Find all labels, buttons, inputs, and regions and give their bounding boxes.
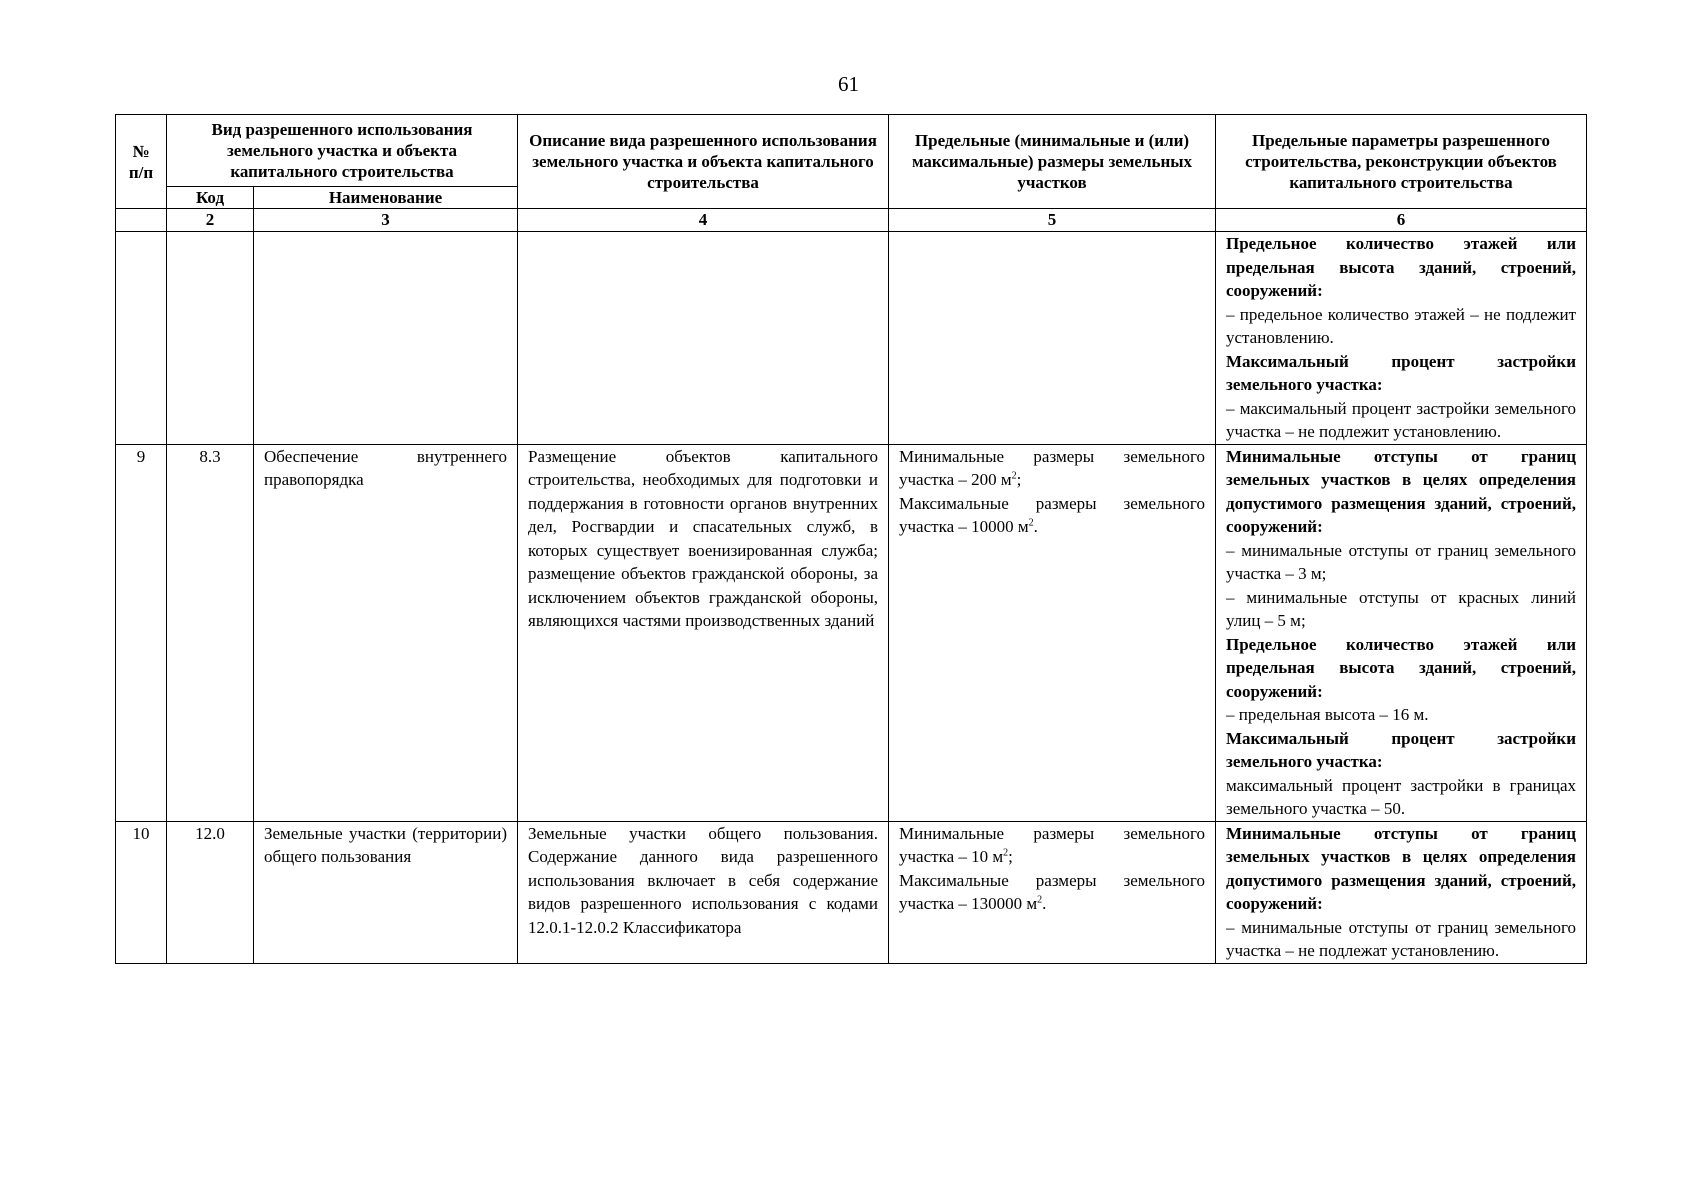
row-description: Размещение объектов капитального строительства, необходимых для подготовки и поддержания в готовности органов внутренних дел, Росгвардии и спасательных служб, в которых существует военизированная служба; размещение объектов гражданской обороны, за исключением объектов гражданской обороны, являющихся частями производственных зданий: [518, 444, 889, 821]
param-heading: Предельное количество этажей или предельная высота зданий, строений, сооружений:: [1226, 234, 1576, 300]
row-name: Земельные участки (территории) общего пользования: [254, 821, 518, 963]
row-name: [254, 232, 518, 445]
column-number: 5: [889, 209, 1216, 232]
param-line: максимальный процент застройки в границах земельного участка – 50.: [1226, 775, 1576, 818]
column-number: [116, 209, 167, 232]
column-number: 6: [1216, 209, 1587, 232]
size-line: Максимальные размеры земельного участка – 10000 $м^2$.: [899, 493, 1205, 536]
column-number: 2: [167, 209, 254, 232]
header-num: № п/п: [116, 115, 167, 209]
table-row: [116, 444, 1587, 821]
column-number-row: [116, 209, 1587, 232]
param-heading: Минимальные отступы от границ земельных участков в целях определения допустимого размещения зданий, строений, сооружений:: [1226, 823, 1576, 913]
row-params: [1216, 444, 1587, 821]
row-sizes: [889, 232, 1216, 445]
row-params: [1216, 821, 1587, 963]
table-row: [116, 821, 1587, 963]
header-code: Код: [167, 187, 254, 209]
size-line: Минимальные размеры земельного участка – 200 $м^2$;: [899, 446, 1205, 489]
param-line: – минимальные отступы от красных линий улиц – 5 м;: [1226, 587, 1576, 630]
param-line: – предельное количество этажей – не подлежит установлению.: [1226, 304, 1576, 347]
header-name: Наименование: [254, 187, 518, 209]
column-number: 3: [254, 209, 518, 232]
size-line: Минимальные размеры земельного участка – 10 $м^2$;: [899, 823, 1205, 866]
header-sizes: Предельные (минимальные и (или) максимальные) размеры земельных участков: [889, 115, 1216, 209]
row-params: [1216, 232, 1587, 445]
row-code: 12.0: [167, 821, 254, 963]
param-line: – максимальный процент застройки земельного участка – не подлежит установлению.: [1226, 398, 1576, 441]
table-row: [116, 232, 1587, 445]
row-sizes: [889, 444, 1216, 821]
row-code: [167, 232, 254, 445]
param-heading: Максимальный процент застройки земельного участка:: [1226, 351, 1576, 394]
param-heading: Минимальные отступы от границ земельных участков в целях определения допустимого размещения зданий, строений, сооружений:: [1226, 446, 1576, 536]
param-heading: Предельное количество этажей или предельная высота зданий, строений, сооружений:: [1226, 634, 1576, 701]
header-params: Предельные параметры разрешенного строительства, реконструкции объектов капитального строительства: [1216, 115, 1587, 209]
header-description: Описание вида разрешенного использования земельного участка и объекта капитального строительства: [518, 115, 889, 209]
param-line: – минимальные отступы от границ земельного участка – не подлежат установлению.: [1226, 917, 1576, 960]
param-line: – предельная высота – 16 м.: [1226, 705, 1429, 724]
size-line: Максимальные размеры земельного участка – 130000 $м^2$.: [899, 870, 1205, 913]
page-number: 61: [838, 72, 859, 96]
param-heading: Максимальный процент застройки земельного участка:: [1226, 728, 1576, 771]
row-number: 9: [116, 444, 167, 821]
row-sizes: [889, 821, 1216, 963]
param-line: – минимальные отступы от границ земельного участка – 3 м;: [1226, 540, 1576, 583]
row-number: [116, 232, 167, 445]
column-number: 4: [518, 209, 889, 232]
row-description: [518, 232, 889, 445]
row-code: 8.3: [167, 444, 254, 821]
row-name: Обеспечение внутреннего правопорядка: [254, 444, 518, 821]
row-number: 10: [116, 821, 167, 963]
header-use-type: Вид разрешенного использования земельного участка и объекта капитального строительства: [167, 115, 518, 187]
land-use-table: [115, 114, 1587, 964]
row-description: Земельные участки общего пользования. Содержание данного вида разрешенного использования включает в себя содержание видов разрешенного использования с кодами 12.0.1-12.0.2 Классификатора: [518, 821, 889, 963]
